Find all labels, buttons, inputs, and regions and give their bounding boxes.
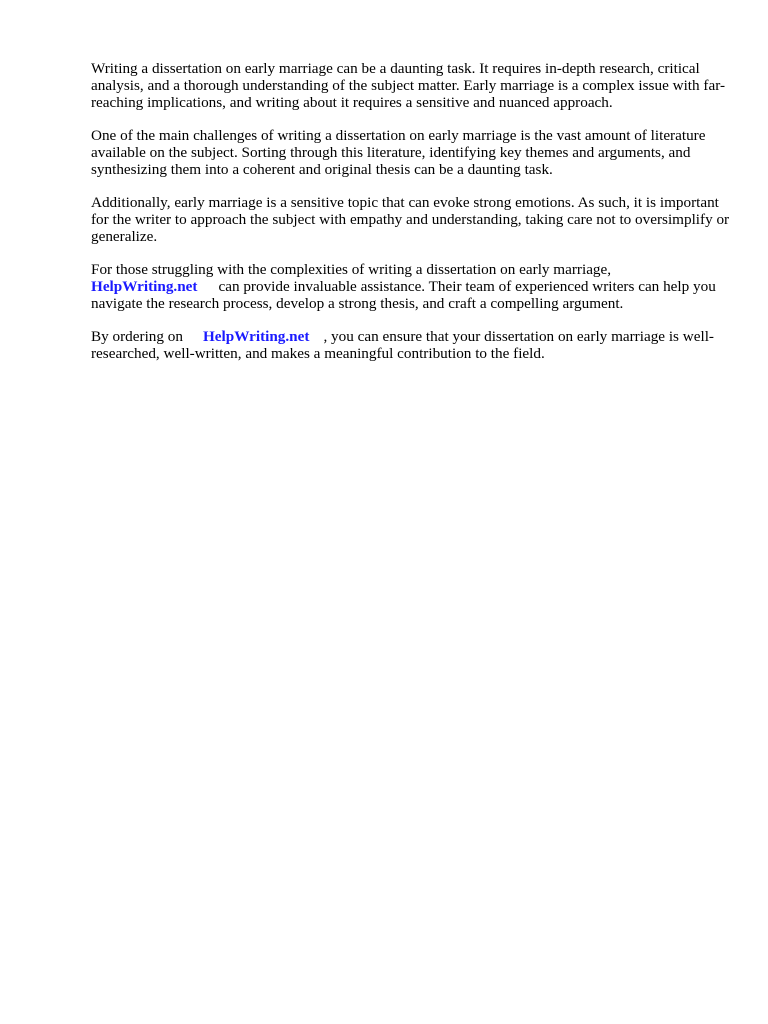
paragraph-intro: Writing a dissertation on early marriage can be a daunting task. It requires in-depth research, critical analysis, and a thorough understanding of the subject matter. Early marriage is a complex issue with far-reaching implications, and writing about it requires a sensitive and nuanced approach. xyxy=(91,60,726,111)
helpwriting-link[interactable]: HelpWriting.net xyxy=(91,278,198,295)
paragraph-sensitivity: Additionally, early marriage is a sensitive topic that can evoke strong emotions. As such, it is important for the writer to approach the subject with empathy and understanding, taking care not to oversimplify or generalize. xyxy=(91,194,730,245)
helpwriting-link-order[interactable]: HelpWriting.net xyxy=(202,328,310,345)
paragraph-ordering xyxy=(91,328,731,362)
document-body xyxy=(91,60,731,378)
paragraph-ordering-lead: By ordering on xyxy=(91,328,183,345)
paragraph-assistance-lead: For those struggling with the complexities of writing a dissertation on early marriage, xyxy=(91,261,612,278)
paragraph-assistance xyxy=(91,261,731,312)
paragraph-challenges: One of the main challenges of writing a dissertation on early marriage is the vast amount of literature available on the subject. Sorting through this literature, identifying key themes and arguments, and synthesizing them into a coherent and original thesis can be a daunting task. xyxy=(91,127,706,178)
paragraph-ordering-tail: , you can ensure that your dissertation on early marriage is well-researched, well-written, and makes a meaningful contribution to the field. xyxy=(91,328,714,362)
paragraph-assistance-tail: can provide invaluable assistance. Their team of experienced writers can help you navigate the research process, develop a strong thesis, and craft a compelling argument. xyxy=(91,278,716,312)
